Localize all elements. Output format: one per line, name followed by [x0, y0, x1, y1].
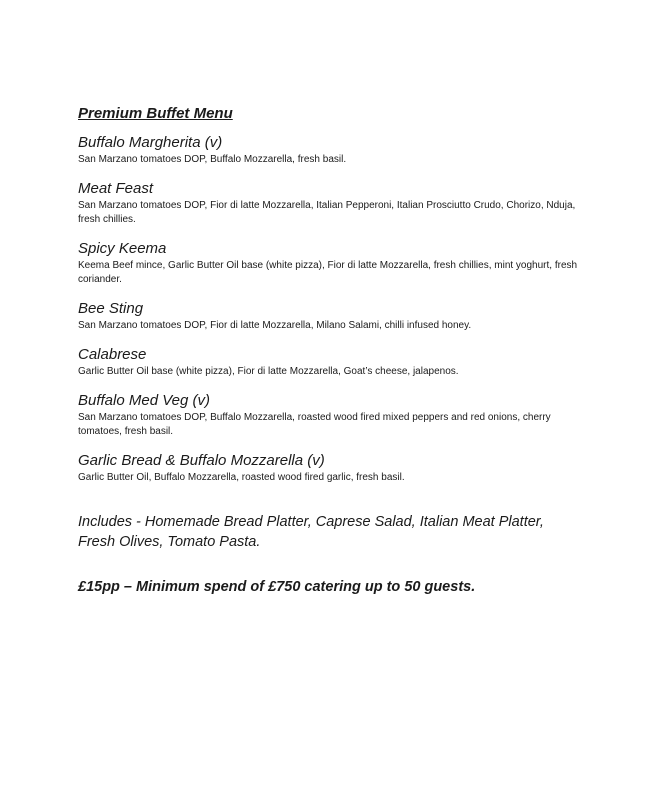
- menu-item-description: San Marzano tomatoes DOP, Buffalo Mozzarella, roasted wood fired mixed peppers and red onions, cherry tomatoes, fresh basil.: [78, 412, 551, 437]
- menu-item: [78, 393, 582, 439]
- menu-item: [78, 241, 582, 287]
- menu-item-name: Meat Feast: [78, 180, 154, 197]
- menu-item-name: Buffalo Margherita (v): [78, 134, 223, 151]
- menu-item: [78, 301, 582, 333]
- menu-item-name: Calabrese: [78, 346, 147, 363]
- menu-item-name: Buffalo Med Veg (v): [78, 392, 211, 409]
- menu-item-description: San Marzano tomatoes DOP, Fior di latte Mozzarella, Italian Pepperoni, Italian Prosciutto Crudo, Chorizo, Nduja, fresh chillies.: [78, 200, 576, 225]
- pricing-note: £15pp – Minimum spend of £750 catering up to 50 guests.: [78, 579, 476, 595]
- menu-item-name: Garlic Bread & Buffalo Mozzarella (v): [78, 452, 325, 469]
- menu-item: [78, 181, 582, 227]
- page-title: Premium Buffet Menu: [78, 105, 233, 122]
- menu-item-description: Garlic Butter Oil base (white pizza), Fior di latte Mozzarella, Goat’s cheese, jalapenos.: [78, 366, 459, 377]
- menu-item-list: [78, 135, 582, 485]
- menu-item: [78, 453, 582, 485]
- menu-item-description: Garlic Butter Oil, Buffalo Mozzarella, roasted wood fired garlic, fresh basil.: [78, 472, 405, 483]
- menu-item-description: Keema Beef mince, Garlic Butter Oil base (white pizza), Fior di latte Mozzarella, fresh chillies, mint yoghurt, fresh coriander.: [78, 260, 578, 285]
- menu-item-name: Spicy Keema: [78, 240, 167, 257]
- includes-note: Includes - Homemade Bread Platter, Caprese Salad, Italian Meat Platter, Fresh Olives, Tomato Pasta.: [78, 514, 544, 550]
- menu-item-description: San Marzano tomatoes DOP, Fior di latte Mozzarella, Milano Salami, chilli infused honey.: [78, 320, 472, 331]
- menu-item-name: Bee Sting: [78, 300, 144, 317]
- menu-item: [78, 347, 582, 379]
- menu-item-description: San Marzano tomatoes DOP, Buffalo Mozzarella, fresh basil.: [78, 154, 347, 165]
- menu-item: [78, 135, 582, 167]
